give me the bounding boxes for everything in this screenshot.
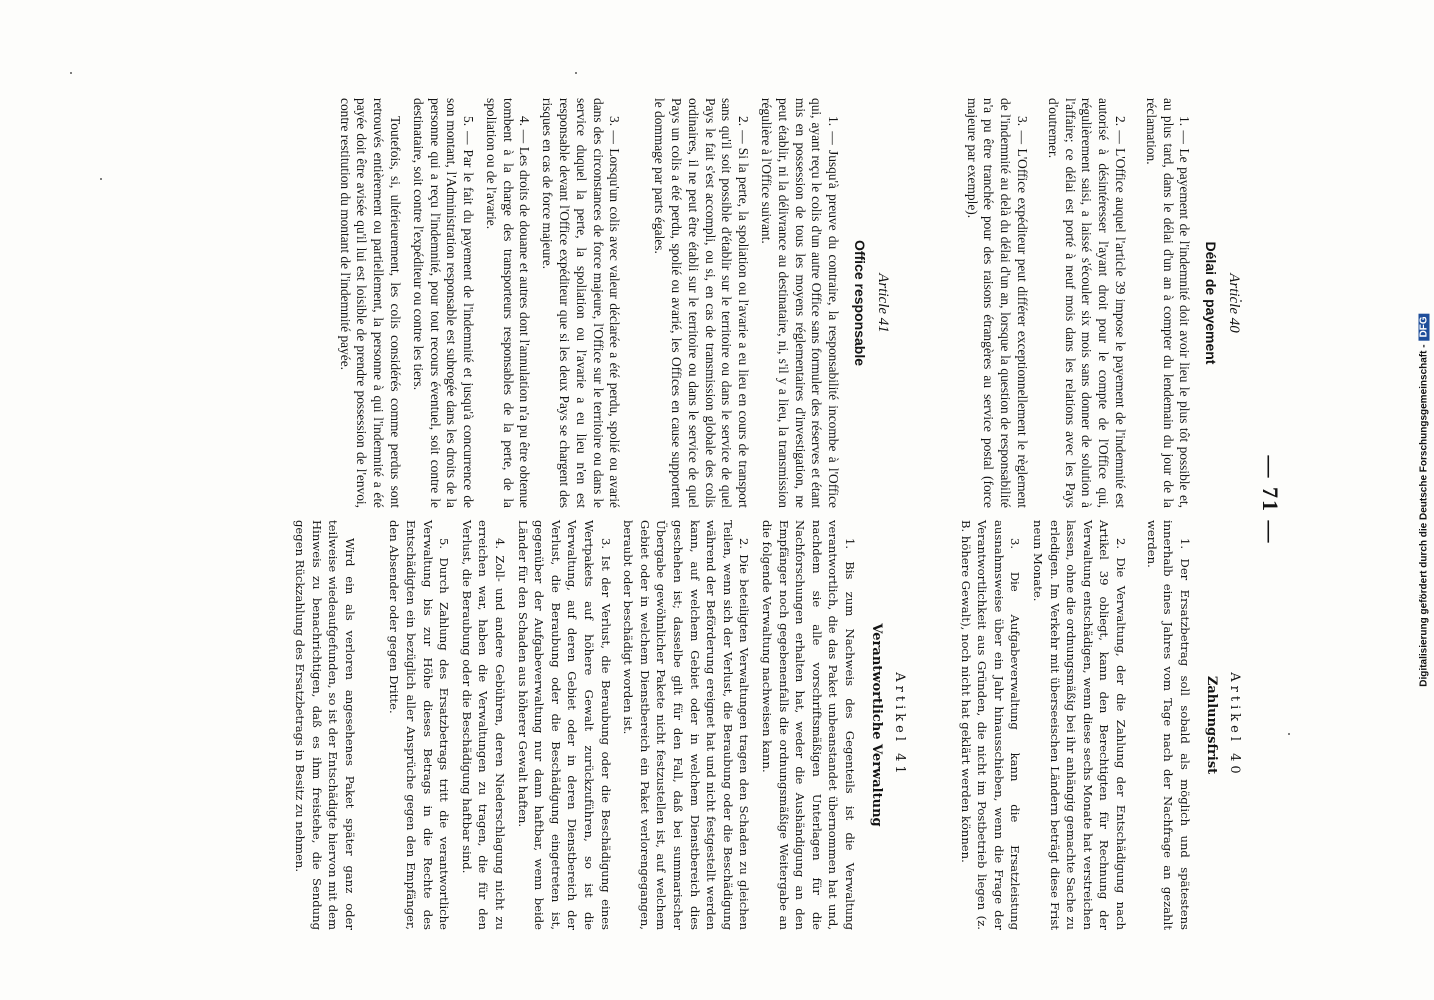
article-41-paragraph-fr: 1. — Jusqu'à preuve du contraire, la responsabilité incombe à l'Office qui, ayant reçu le colis d'un autre Office sans formuler des réserves et étant mis en possession de tous les moyens réglementaires d'investigation, ne peut établir, ni la délivrance au destinataire, ni, s'il y a lieu, la transmission régulière à l'Office suivant. — [759, 98, 842, 508]
article-40-paragraph-fr: 1. — Le payement de l'indemnité doit avoir lieu le plus tôt possible et, au plus tard, dans le délai d'un an à compter du lendemain du jour de la réclamation. — [1143, 98, 1193, 508]
article-40-paragraph-fr: 2. — L'Office auquel l'article 39 impose le payement de l'indemnité est autorisé à désintéresser l'ayant droit pour le compte de l'Office qui, régulièrement saisi, a laissé s'écouler six mois sans donner de solution à l'affaire; ce délai est porté à neuf mois dans les relations avec les Pays d'outremer. — [1045, 98, 1129, 508]
article-40-paragraph-de: 3. Die Aufgabeverwaltung kann die Ersatzleistung ausnahmsweise über ein Jahr hinausschieben, wenn die Frage der Verantwortlichkeit aus Gründen, die nicht im Postbetrieb liegen (z. B. höhere Gewalt), noch nicht hat geklärt werden können. — [958, 520, 1023, 930]
article-41-paragraph-de: 3. Ist der Verlust, die Beraubung oder die Beschädigung eines Wertpakets auf höhere Gewalt zurückzuführen, so ist die Verwaltung, auf deren Gebiet oder in deren Dienstbereich der Verlust, die Beraubung oder die Beschädigung eingetreten ist, gegenüber der Aufgabeverwaltung nur dann haftbar, wenn beide Länder für den Schaden aus höherer Gewalt haften. — [515, 520, 613, 930]
french-column — [330, 98, 1250, 508]
scan-speck — [70, 72, 72, 74]
article-41-paragraph-fr: 5. — Par le fait du payement de l'indemnité et jusqu'à concurrence de son montant, l'Administration responsable est subrogée dans les droits de la personne qui a reçu l'indemnité, pour tout recours éventuel, soit contre le destinataire, soit contre l'expéditeur ou contre les tiers. — [410, 98, 477, 508]
page-number: — 71 — — [1258, 455, 1283, 545]
article-41-paragraph-de: 5. Durch Zahlung des Ersatzbetrags tritt die verantwortliche Verwaltung bis zur Höhe dieses Betrags in die Rechte des Entschädigten ein bezüglich aller Ansprüche gegen den Empfänger, den Absender oder gegen Dritte. — [387, 520, 452, 930]
article-41-paragraph-de: Wird ein als verloren angesehenes Paket später ganz oder teilweise wiedeaufgefunden, so ist der Entschädigte hiervon mit dem Hinweis zu benachrichtigen, daß es ihm freistehe, die Sendung gegen Rückzahlung des Ersatzbetrags in Besitz zu nehmen. — [293, 520, 357, 930]
article-40-heading-fr: Article 40 — [1226, 273, 1242, 333]
article-41-paragraph-fr: Toutefois, si, ultérieurement, les colis considérés comme perdus sont retrouvés entièrement ou partiellement, la personne à qui l'indemnité a été payée doit être avisée qu'il lui est loisible de prendre possession de l'envoi, contre restitution du montant de l'indemnité payée. — [337, 98, 403, 508]
article-40-heading-de: Artikel 40 — [1227, 672, 1242, 778]
digitization-note-label: Digitalisierung gefördert durch die Deutsche Forschungsgemeinschaft - — [1418, 344, 1430, 687]
article-41-heading-fr: Article 41 — [874, 273, 891, 333]
article-41-paragraph-fr: 3. — Lorsqu'un colis avec valeur déclarée a été perdu, spolié ou avarié dans des circonstances de force majeure, l'Office sur le territoire ou dans le service duquel la perte, la spoliation ou l'avarie a eu lieu n'en est responsable devant l'Office expéditeur que si les deux Pays se chargent des risques en cas de force majeure. — [540, 98, 623, 508]
article-41-paragraph-fr: 2. — Si la perte, la spoliation ou l'avarie a eu lieu en cours de transport sans qu'il soit possible d'établir sur le territoire ou dans le service de quel Pays le fait s'est accompli, ou si, en cas de transmission globale des colis ordinaires, il ne peut être établi sur le territoire ou dans le service de quel Pays un colis a été perdu, spolié ou avarié, les Offices en cause supportent le dommage par parts égales. — [652, 98, 752, 508]
article-41-paragraph-de: 4. Zoll- und andere Gebühren, deren Niederschlagung nicht zu erreichen war, haben die Verwaltungen zu tragen, die für den Verlust, die Beraubung oder die Beschädigung haftbar sind. — [459, 520, 508, 930]
digitization-note-text — [1419, 313, 1430, 686]
article-41-paragraph-de: 1. Bis zum Nachweis des Gegenteils ist die Verwaltung verantwortlich, die das Paket unbeanstandet übernommen hat und, nachdem sie alle vorschriftsmäßigen Unterlagen für die Nachforschungen erhalten hat, weder die Aushändigung an den Empfänger noch gegebenenfalls die ordnungsmäßige Weitergabe an die folgende Verwaltung nachweisen kann. — [759, 520, 857, 930]
digitization-note — [1414, 0, 1434, 1000]
article-40-paragraph-de: 2. Die Verwaltung, der die Zahlung der Entschädigung nach Artikel 39 obliegt, kann den Berechtigten für Rechnung der Verwaltung entschädigen, wenn diese sechs Monate hat verstreichen lassen, ohne die ordnungsmäßig bei ihr anhängig gemachte Sache zu erledigen. Im Verkehr mit überseeischen Ländern beträgt diese Frist neun Monate. — [1031, 520, 1129, 930]
article-40-paragraph-de: 1. Der Ersatzbetrag soll sobald als möglich und spätestens innerhalb eines Jahres vom Tage nach der Nachfrage an gezahlt werden. — [1144, 520, 1192, 930]
article-41-paragraph-fr: 4. — Les droits de douane et autres dont l'annulation n'a pu être obtenue tombent à la charge des transporteurs responsables de la perte, de la spoliation ou de l'avarie. — [483, 98, 533, 508]
article-40-paragraph-fr: 3. — L'Office expéditeur peut différer exceptionnellement le règlement de l'indemnité au delà du délai d'un an, lorsque la question de responsabilité n'a pu être tranchée pour des raisons étrangères au service postal (force majeure par exemple). — [964, 98, 1031, 508]
article-41-title-de: Verantwortliche Verwaltung — [869, 623, 885, 827]
article-41-paragraph-de: 2. Die beteiligten Verwaltungen tragen den Schaden zu gleichen Teilen, wenn sich der Verlust, die Beraubung oder die Beschädigung während der Beförderung ereignet hat und nicht festgestellt werden kann, auf welchem Gebiet oder in welchem Dienstbereich dies geschehen ist; dasselbe gilt für den Fall, daß bei summarischer Übergabe gewöhnlicher Pakete nicht festzustellen ist, auf welchem Gebiet oder in welchem Dienstbereich ein Paket verlorengegangen, beraubt oder beschädigt worden ist. — [621, 520, 752, 930]
article-40-title-de: Zahlungsfrist — [1204, 675, 1220, 775]
article-41-title-fr: Office responsable — [852, 239, 869, 367]
dfg-badge: DFG — [1419, 313, 1430, 340]
article-40-title-fr: Délai de payement — [1203, 241, 1220, 365]
rotated-page-content — [85, 70, 1305, 930]
german-column — [286, 520, 1251, 930]
article-41-heading-de: Artikel 41 — [892, 672, 908, 778]
